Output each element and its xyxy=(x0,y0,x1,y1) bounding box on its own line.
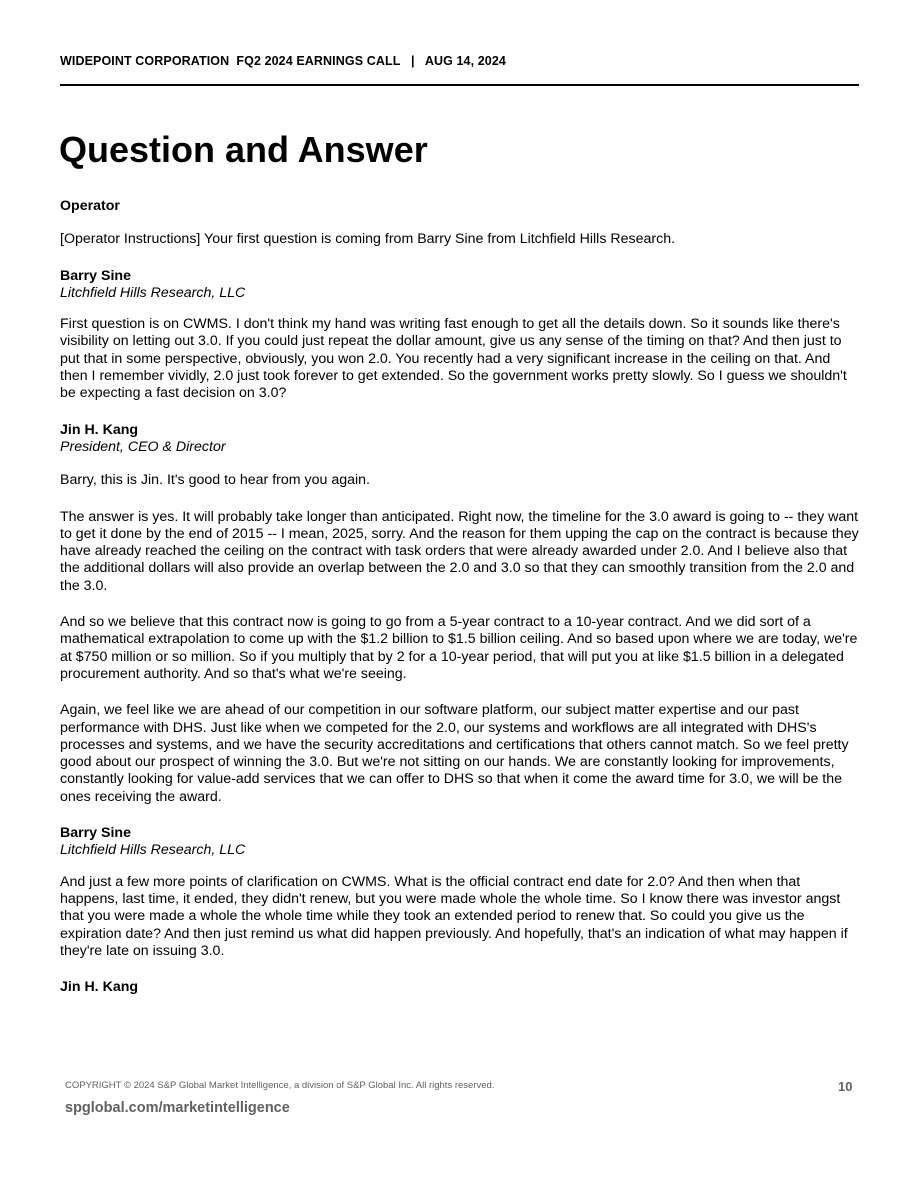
header-divider xyxy=(60,84,859,86)
speaker-name: Barry Sine xyxy=(60,825,131,842)
speech-paragraph: [Operator Instructions] Your first question is coming from Barry Sine from Litchfield Hills Research. xyxy=(60,231,676,248)
transcript-entry-jin-kang xyxy=(60,979,860,996)
speech-paragraph: Barry, this is Jin. It's good to hear from you again. xyxy=(60,472,370,489)
header-date: AUG 14, 2024 xyxy=(424,54,506,68)
speaker-affiliation: President, CEO & Director xyxy=(60,438,226,455)
speaker-name: Operator xyxy=(60,198,120,214)
speech-paragraph: Again, we feel like we are ahead of our competition in our software platform, our subject matter expertise and our past performance with DHS. Just like when we competed for the 2.0, our systems and workflows are all integrated with DHS's processes and systems, and we have the security accreditations and certifications that others cannot match. So we feel pretty good about our prospect of winning the 3.0. But we're not sitting on our hands. We are constantly looking for improvements, constantly looking for value-add services that we can offer to DHS so that when it come the award time for 3.0, we will be the ones receiving the award. xyxy=(60,702,849,805)
speaker-name: Barry Sine xyxy=(60,267,131,284)
speaker-affiliation: Litchfield Hills Research, LLC xyxy=(60,842,246,859)
transcript-body xyxy=(60,198,860,996)
transcript-entry-jin-kang xyxy=(60,422,860,806)
speech-paragraph: The answer is yes. It will probably take longer than anticipated. Right now, the timeline for the 3.0 award is going to -- they want to get it done by the end of 2015 -- I mean, 2025, sorry. And the reason for them upping the cap on the contract is because they have already reached the ceiling on the contract with task orders that were already awarded under 2.0. And I believe also that the additional dollars will also provide an overlap between the 2.0 and 3.0 so that they can smoothly transition from the 2.0 and the 3.0. xyxy=(60,508,859,594)
speaker-affiliation: Litchfield Hills Research, LLC xyxy=(60,284,246,301)
transcript-entry-barry-sine xyxy=(60,825,860,960)
speech-paragraph: And just a few more points of clarification on CWMS. What is the official contract end date for 2.0? And then when that happens, last time, it ended, they didn't renew, but you were made whole the whole time. So I know there was investor angst that you were made a whole the whole time while they took an extended period to renew that. So could you give us the expiration date? And then just remind us what did happen previously. And hopefully, that's an indication of what may happen if they're late on issuing 3.0. xyxy=(60,873,848,959)
header-separator: | xyxy=(410,54,415,68)
header-event: FQ2 2024 EARNINGS CALL xyxy=(236,54,401,68)
transcript-entry-operator xyxy=(60,198,860,249)
speaker-name: Jin H. Kang xyxy=(60,979,139,996)
speech-paragraph: First question is on CWMS. I don't think my hand was writing fast enough to get all the details down. So it sounds like there's visibility on letting out 3.0. If you could just repeat the dollar amount, give us any sense of the timing on that? And then just to put that in some perspective, obviously, you won 2.0. You recently had a very significant increase in the ceiling on that. And then I remember vividly, 2.0 just took forever to get extended. So the government works pretty slowly. So I guess we shouldn't be expecting a fast decision on 3.0? xyxy=(60,316,847,402)
speaker-name: Jin H. Kang xyxy=(60,421,139,438)
header-company: WIDEPOINT CORPORATION xyxy=(60,54,230,68)
speech-paragraph: And so we believe that this contract now is going to go from a 5-year contract to a 10-year contract. And we did sort of a mathematical extrapolation to come up with the $1.2 billion to $1.5 billion ceiling. And so based upon where we are today, we're at $750 million or so million. So if you multiply that by 2 for a 10-year period, that will put you at like $1.5 billion in a delegated procurement authority. And so that's what we're seeing. xyxy=(60,614,858,682)
page-title: Question and Answer xyxy=(59,129,428,170)
footer-url: spglobal.com/marketintelligence xyxy=(65,1100,290,1116)
page-header xyxy=(60,54,506,68)
page-number: 10 xyxy=(838,1079,853,1094)
footer-copyright: COPYRIGHT © 2024 S&P Global Market Intelligence, a division of S&P Global Inc. All rights reserved. xyxy=(65,1080,495,1091)
transcript-entry-barry-sine xyxy=(60,268,860,403)
